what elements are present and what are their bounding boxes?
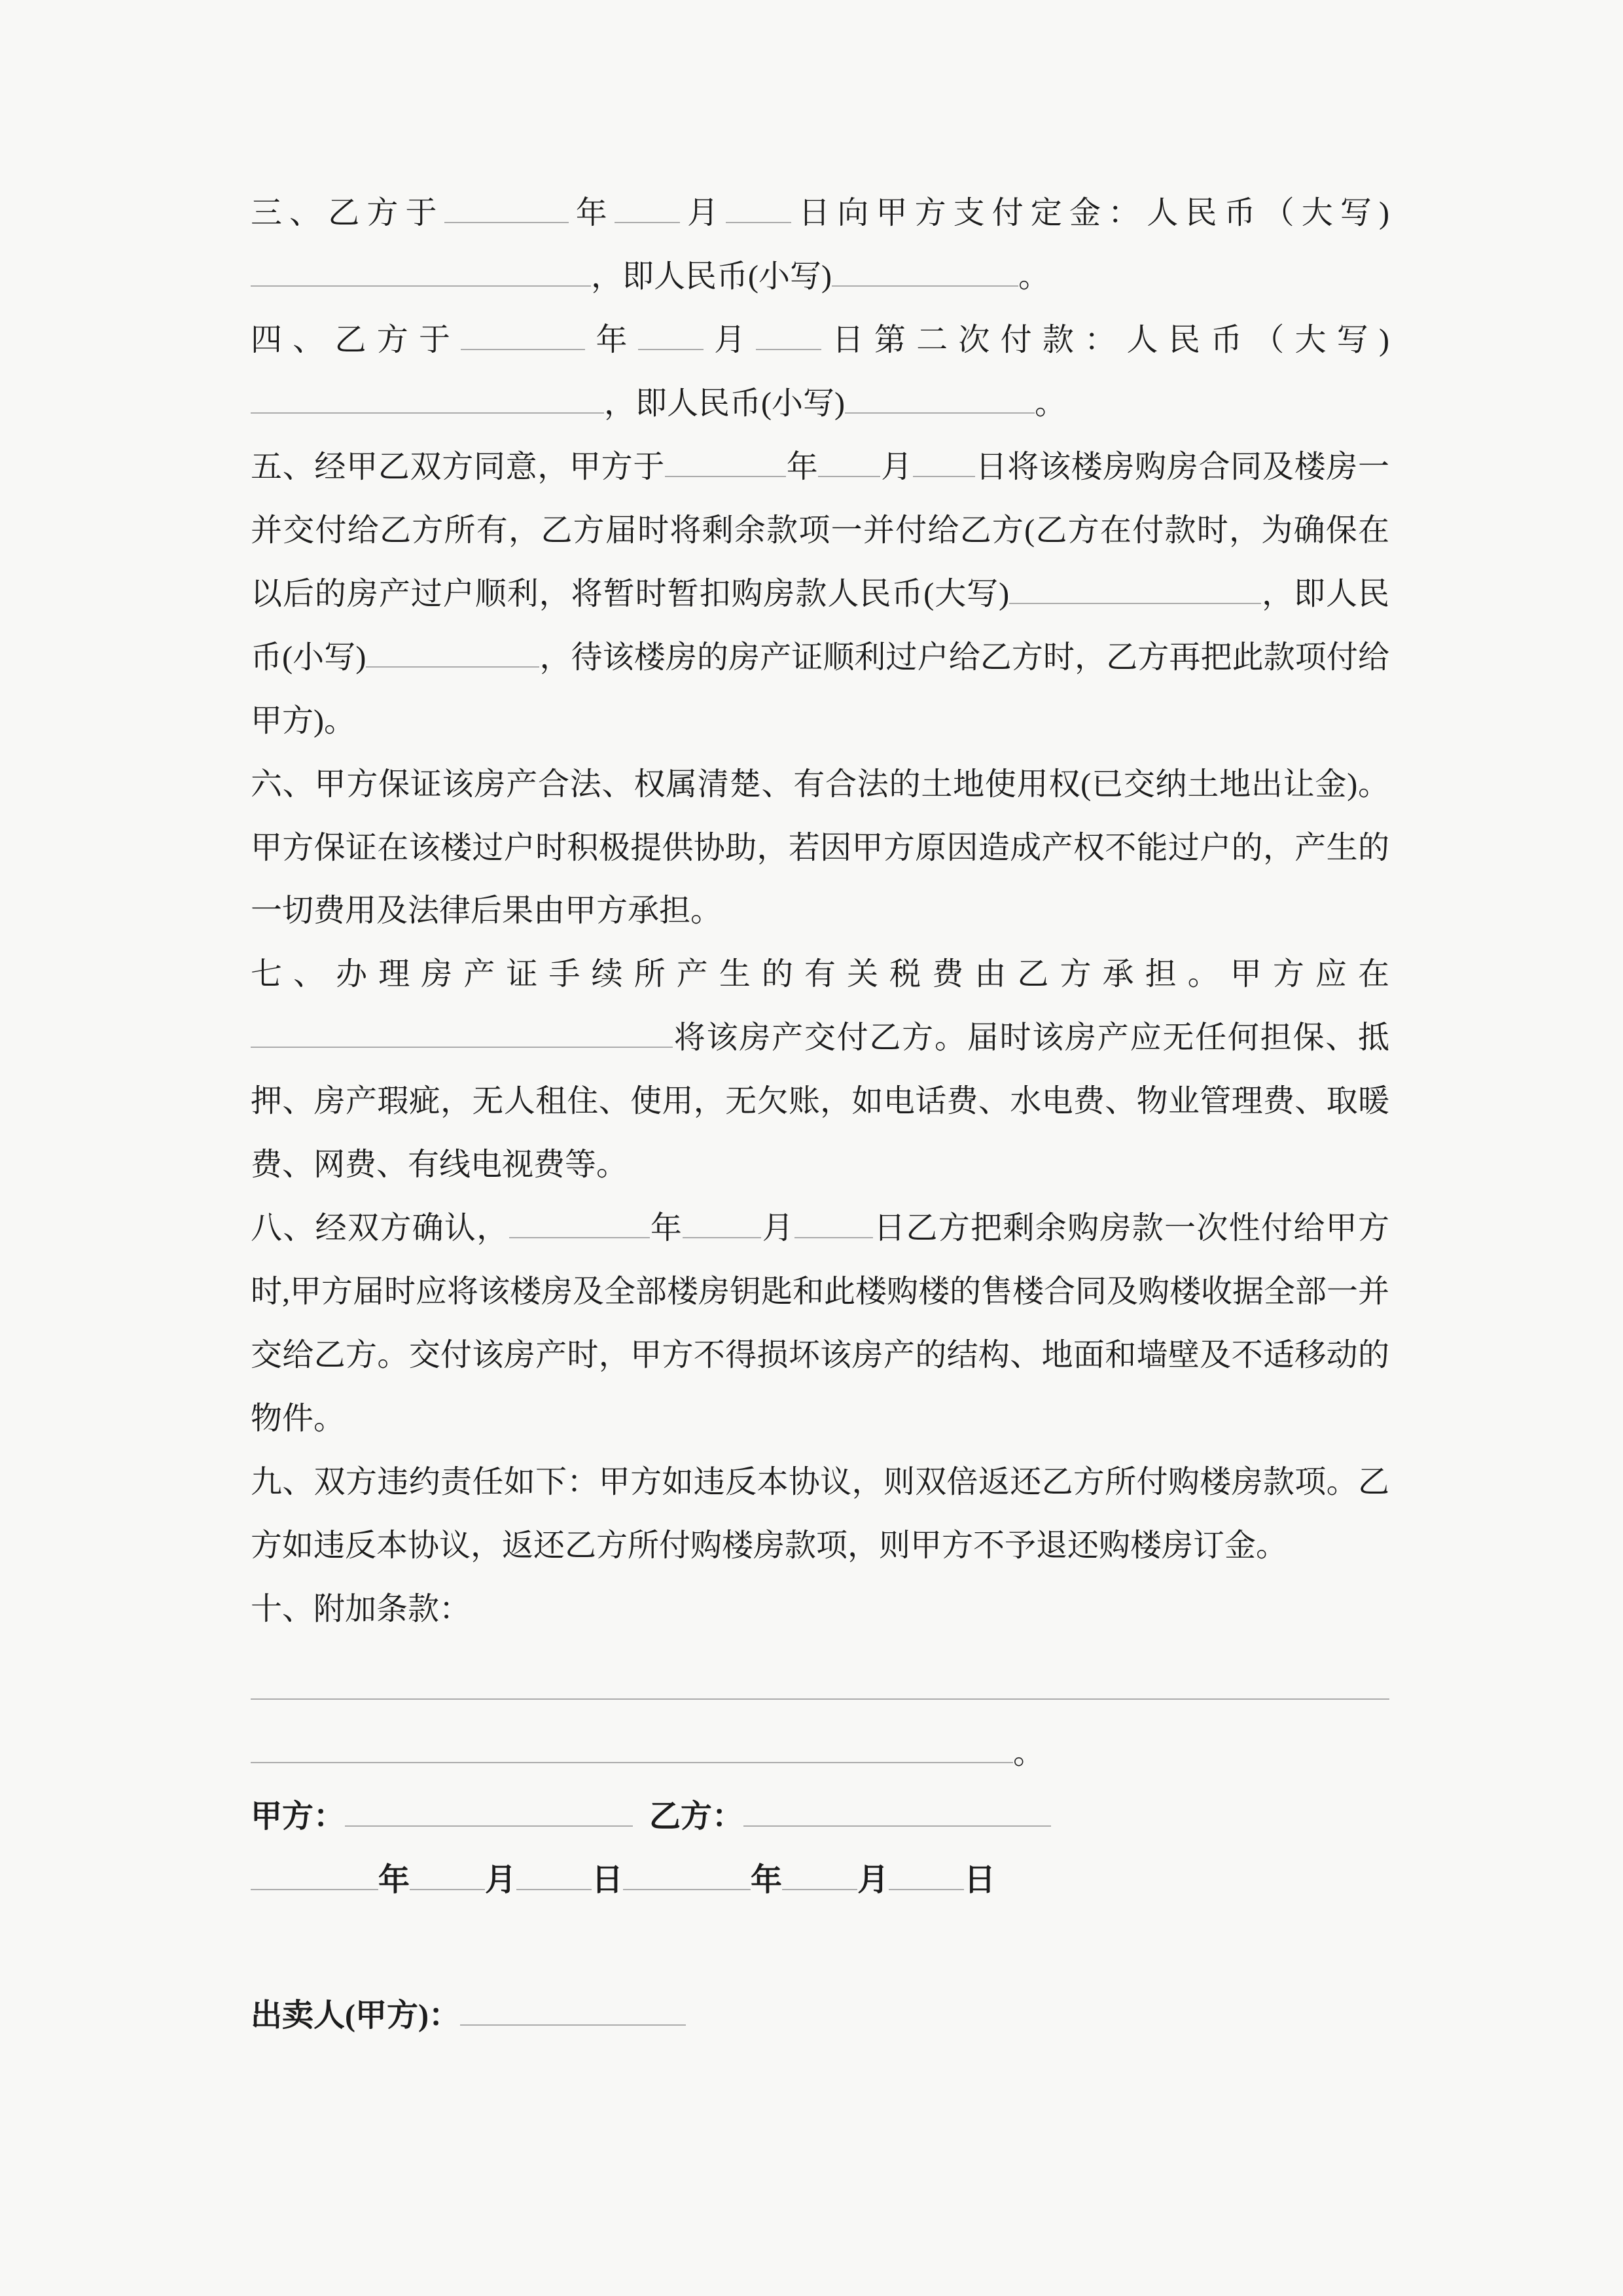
text-segment: 五、经甲乙双方同意，甲方于 [251,449,666,484]
clause-9 [251,1451,1389,1578]
blank-field [615,193,680,223]
blank-field [913,447,975,477]
text-segment: 。 [1034,386,1066,421]
clause-4 [251,309,1389,436]
blank-field [251,384,604,414]
text-segment: 年 [751,1862,783,1897]
blank-field [726,193,791,223]
blank-field [444,193,569,223]
blank-field [461,320,585,350]
blank-field [251,257,591,287]
blank-field [345,1797,633,1827]
text-segment: 月 [485,1862,517,1897]
additional-terms-line-1 [251,1659,1389,1722]
text-segment: ，即人民币(小写) [604,386,845,421]
text-segment: 日 [592,1862,624,1897]
text-segment: 月 [703,322,757,357]
blank-field [460,1996,686,2026]
blank-field [889,1860,964,1890]
text-segment: 。 [1013,1735,1045,1770]
text-segment: 四、乙方于 [251,322,461,357]
text-segment: 日第二次付款：人民币（大写) [821,322,1389,357]
text-segment: 八、经双方确认， [251,1211,509,1246]
blank-field [251,1018,673,1048]
blank-field [818,447,880,477]
text-segment: 月 [679,196,726,230]
blank-field [683,1208,761,1238]
text-segment: 九、双方违约责任如下：甲方如违反本协议，则双倍返还乙方所付购楼房款项。乙方如违反本协议，返还乙方所付购楼房款项，则甲方不予退还购楼房订金。 [251,1465,1389,1564]
text-segment: 七、办理房产证手续所产生的有关税费由乙方承担。甲方应在 [251,957,1389,992]
blank-field [832,257,1018,287]
text-segment: 年 [649,1211,683,1246]
blank-field [251,1733,1013,1763]
blank-field [845,384,1035,414]
text-segment: 日向甲方支付定金：人民币（大写) [791,196,1389,230]
text-segment: 六、甲方保证该房产合法、权属清楚、有合法的土地使用权(已交纳土地出让金)。甲方保证在该楼过户时积极提供协助，若因甲方原因造成产权不能过户的，产生的一切费用及法律后果由甲方承担。 [251,766,1389,929]
blank-field [251,1860,378,1890]
blank-field [638,320,704,350]
blank-field [743,1797,1051,1827]
text-segment: 日 [964,1862,996,1897]
text-segment: 。 [1018,259,1050,294]
clause-7 [251,943,1389,1197]
blank-field [410,1860,485,1890]
signature-line [251,1785,1389,1849]
blank-field [516,1860,592,1890]
clause-8 [251,1197,1389,1451]
contract-content [251,182,1389,2048]
clause-3 [251,182,1389,309]
blank-field [794,1208,873,1238]
text-segment: 年 [568,196,615,230]
blank-field [782,1860,857,1890]
seller-line [251,1984,1389,2048]
text-segment: 年 [786,449,819,484]
clause-6 [251,753,1389,944]
text-segment: 十、附加条款： [251,1591,471,1626]
text-segment: ，即人民币(小写) [591,259,832,294]
clause-5 [251,436,1389,753]
text-segment: 年 [378,1862,410,1897]
spacer [633,1798,649,1827]
blank-field [1009,574,1261,604]
blank-field [366,637,539,668]
blank-field [251,1670,1389,1700]
clause-10-additional-terms [251,1578,1389,1641]
text-segment: 年 [585,322,638,357]
text-segment: ，即人民币(小写) [251,576,1389,675]
text-segment: 月 [857,1862,889,1897]
text-segment: 三、乙方于 [251,196,444,230]
additional-terms-line-2 [251,1722,1389,1785]
text-segment: 将该房产交付乙方。届时该房产应无任何担保、抵押、房产瑕疵，无人租住、使用，无欠账，如电话费、水电费、物业管理费、取暖费、网费、有线电视费等。 [251,1020,1389,1183]
text-segment: 日乙方把剩余购房款一次性付给甲方时,甲方届时应将该楼房及全部楼房钥匙和此楼购楼的售楼合同及购楼收据全部一并交给乙方。交付该房产时，甲方不得损坏该房产的结构、地面和墙壁及不适移动的物件。 [251,1211,1390,1437]
text-segment: ，待该楼房的房产证顺利过户给乙方时，乙方再把此款项付给甲方)。 [251,639,1389,738]
blank-field [665,447,786,477]
text-segment: 日将该楼房购房合同及楼房一并交付给乙方所有，乙方届时将剩余款项一并付给乙方(乙方在付款时，为确保在以后的房产过户顺利，将暂时暂扣购房款人民币(大写) [251,449,1389,611]
blank-field [623,1860,751,1890]
text-segment: 月 [880,449,913,484]
text-segment: 出卖人(甲方)： [251,1998,460,2033]
signature-date-line [251,1849,1389,1912]
text-segment: 甲方： [251,1799,346,1834]
blank-field [756,320,821,350]
text-segment: 乙方： [649,1799,744,1834]
blank-field [509,1208,650,1238]
text-segment: 月 [761,1211,794,1246]
